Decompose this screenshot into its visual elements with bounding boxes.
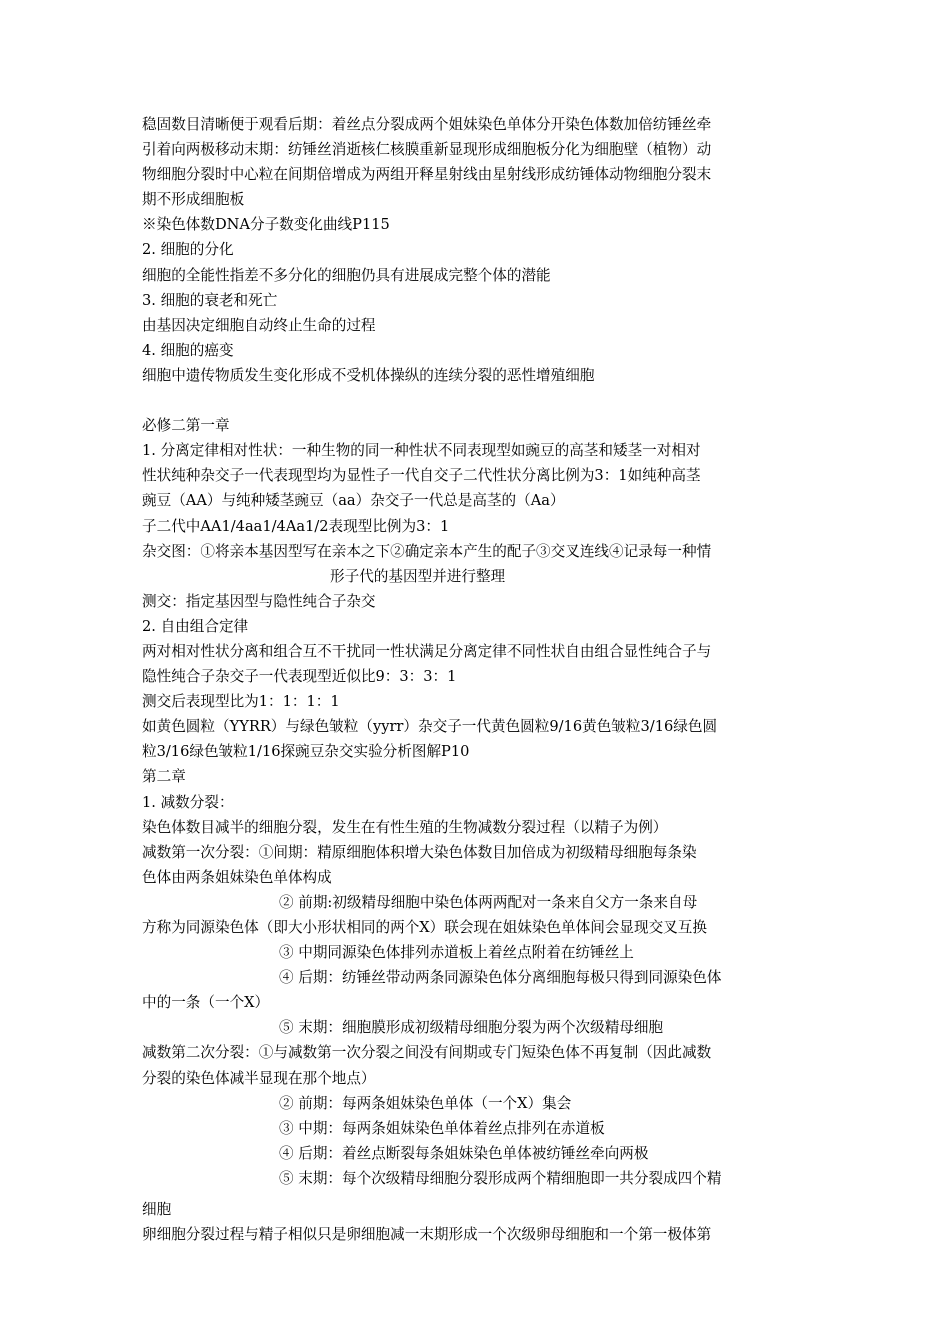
text-line: 细胞中遗传物质发生变化形成不受机体操纵的连续分裂的恶性增殖细胞 bbox=[142, 366, 595, 384]
section-heading: 3. 细胞的衰老和死亡 bbox=[142, 291, 278, 309]
step-line: ② 前期:初级精母细胞中染色体两两配对一条来自父方一条来自母 bbox=[279, 893, 698, 911]
text-line: 1. 分离定律相对性状：一种生物的同一种性状不同表现型如豌豆的高茎和矮茎一对相对 bbox=[142, 442, 701, 460]
text-line: 测交：指定基因型与隐性纯合子杂交 bbox=[142, 592, 376, 610]
text-line: 方称为同源染色体（即大小形状相同的两个X）联会现在姐妹染色单体间会显现交叉互换 bbox=[142, 919, 707, 936]
step-line: ③ 中期同源染色体排列赤道板上着丝点附着在纺锤丝上 bbox=[279, 944, 634, 962]
text-line: 稳固数目清晰便于观看后期：着丝点分裂成两个姐妹染色单体分开染色体数加倍纺锤丝牵 bbox=[142, 116, 712, 133]
text-line: 减数第二次分裂：①与减数第一次分裂之间没有间期或专门短染色体不再复制（因此减数 bbox=[142, 1044, 712, 1062]
text-line: 粒3/16绿色皱粒1/16探豌豆杂交实验分析图解P10 bbox=[142, 743, 470, 761]
text-line: 杂交图：①将亲本基因型写在亲本之下②确定亲本产生的配子③交叉连线④记录每一种情 bbox=[142, 542, 712, 560]
step-line: ⑤ 末期：每个次级精母细胞分裂形成两个精细胞即一共分裂成四个精 bbox=[279, 1169, 722, 1187]
text-line: 豌豆（AA）与纯种矮茎豌豆（aa）杂交子一代总是高茎的（Aa） bbox=[142, 492, 565, 510]
chapter-heading: 必修二第一章 bbox=[142, 417, 230, 435]
step-line: ④ 后期：着丝点断裂每条姐妹染色单体被纺锤丝牵向两极 bbox=[279, 1144, 649, 1162]
text-line: 减数第一次分裂：①间期：精原细胞体积增大染色体数目加倍成为初级精母细胞每条染 bbox=[142, 843, 697, 861]
text-line: 由基因决定细胞自动终止生命的过程 bbox=[142, 316, 376, 334]
text-line: 隐性纯合子杂交子一代表现型近似比9：3：3：1 bbox=[142, 668, 457, 686]
text-line: 细胞的全能性指差不多分化的细胞仍具有进展成完整个体的潜能 bbox=[142, 266, 551, 284]
text-line: 细胞 bbox=[142, 1201, 172, 1219]
step-line: ④ 后期：纺锤丝带动两条同源染色体分离细胞每极只得到同源染色体 bbox=[279, 969, 722, 987]
document-page bbox=[142, 112, 810, 1247]
chapter-heading: 第二章 bbox=[142, 768, 186, 786]
text-line: 如黄色圆粒（YYRR）与绿色皱粒（yyrr）杂交子一代黄色圆粒9/16黄色皱粒3/16绿色圆 bbox=[142, 718, 718, 736]
text-line: 物细胞分裂时中心粒在间期倍增成为两组开释星射线由星射线形成纺锤体动物细胞分裂末 bbox=[142, 166, 712, 184]
text-line: 子二代中AA1/4aa1/4Aa1/2表现型比例为3：1 bbox=[142, 517, 450, 535]
text-line: 中的一条（一个X） bbox=[142, 994, 270, 1012]
text-line: 染色体数目减半的细胞分裂，发生在有性生殖的生物减数分裂过程（以精子为例） bbox=[142, 818, 668, 836]
text-line: 性状纯种杂交子一代表现型均为显性子一代自交子二代性状分离比例为3：1如纯种高茎 bbox=[142, 467, 701, 485]
text-line: 卵细胞分裂过程与精子相似只是卵细胞减一末期形成一个次级卵母细胞和一个第一极体第 bbox=[142, 1226, 712, 1244]
text-line: ※染色体数DNA分子数变化曲线P115 bbox=[142, 216, 390, 234]
text-line: 测交后表现型比为1：1：1：1 bbox=[142, 693, 340, 711]
text-line: 分裂的染色体减半显现在那个地点） bbox=[142, 1069, 376, 1087]
section-heading: 1. 减数分裂： bbox=[142, 793, 234, 811]
text-line: 两对相对性状分离和组合互不干扰同一性状满足分离定律不同性状自由组合显性纯合子与 bbox=[142, 642, 712, 660]
text-line: 引着向两极移动末期：纺锤丝消逝核仁核膜重新显现形成细胞板分化为细胞壁（植物）动 bbox=[142, 141, 712, 159]
section-heading: 2. 自由组合定律 bbox=[142, 617, 249, 635]
step-line: ⑤ 末期：细胞膜形成初级精母细胞分裂为两个次级精母细胞 bbox=[279, 1019, 664, 1037]
text-line: 形子代的基因型并进行整理 bbox=[330, 567, 506, 585]
blank-line bbox=[142, 388, 810, 413]
step-line: ③ 中期：每两条姐妹染色单体着丝点排列在赤道板 bbox=[279, 1119, 605, 1137]
text-line: 色体由两条姐妹染色单体构成 bbox=[142, 868, 332, 886]
section-heading: 2. 细胞的分化 bbox=[142, 241, 234, 259]
text-line: 期不形成细胞板 bbox=[142, 191, 245, 209]
section-heading: 4. 细胞的癌变 bbox=[142, 341, 234, 359]
step-line: ② 前期：每两条姐妹染色单体（一个X）集会 bbox=[279, 1094, 572, 1112]
